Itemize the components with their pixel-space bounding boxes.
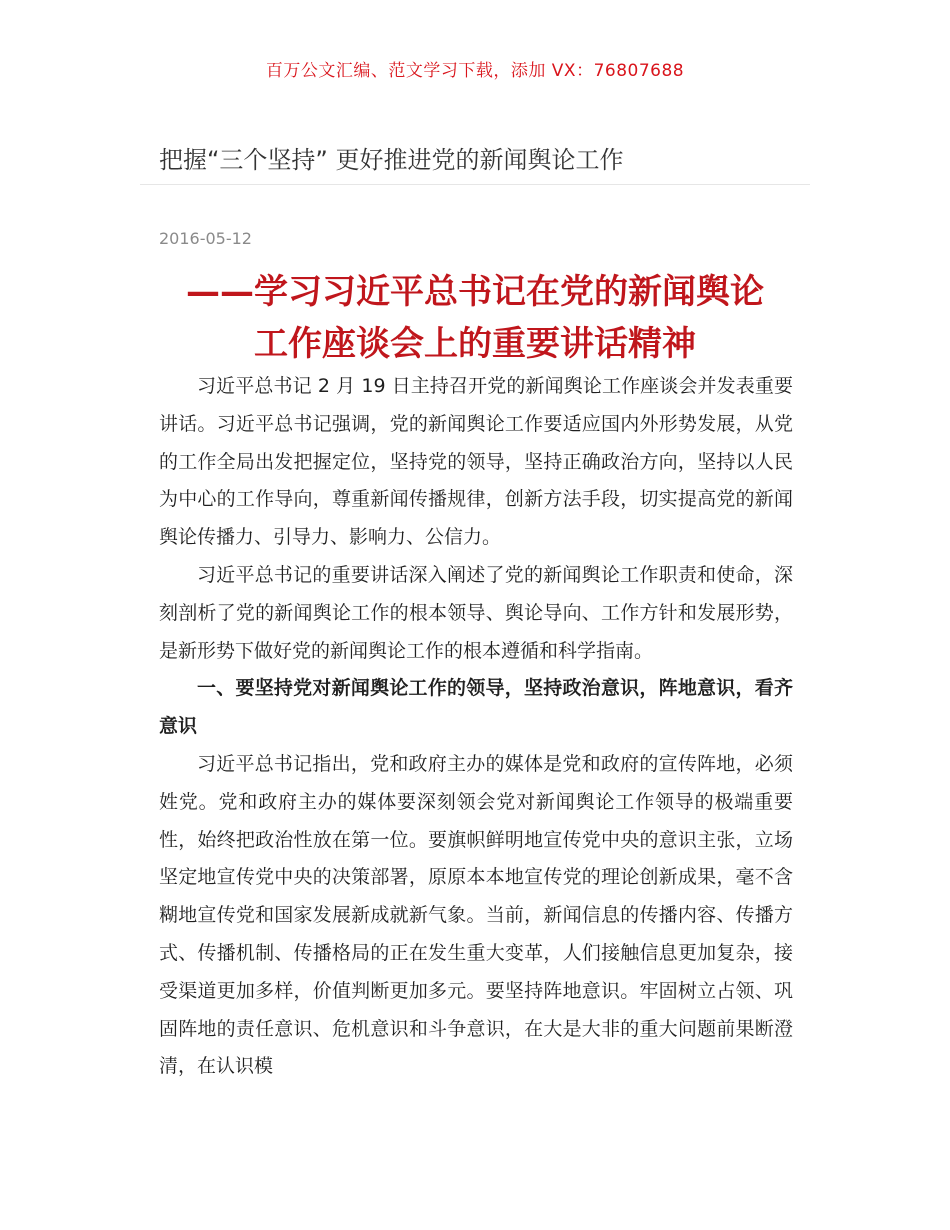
article-subtitle — [140, 266, 810, 370]
paragraph-section-1: 习近平总书记指出，党和政府主办的媒体是党和政府的宣传阵地，必须姓党。党和政府主办的媒体要深刻领会党对新闻舆论工作领导的极端重要性，始终把政治性放在第一位。要旗帜鲜明地宣传党中央的意识主张，立场坚定地宣传党中央的决策部署，原原本本地宣传党的理论创新成果，毫不含糊地宣传党和国家发展新成就新气象。当前，新闻信息的传播内容、传播方式、传播机制、传播格局的正在发生重大变革，人们接触信息更加复杂，接受渠道更加多样，价值判断更加多元。要坚持阵地意识。牢固树立占领、巩固阵地的责任意识、危机意识和斗争意识，在大是大非的重大问题前果断澄清，在认识模 — [159, 752, 793, 1078]
article-body — [159, 368, 793, 1086]
paragraph-summary: 习近平总书记的重要讲话深入阐述了党的新闻舆论工作职责和使命，深刻剖析了党的新闻舆论工作的根本领导、舆论导向、工作方针和发展形势，是新形势下做好党的新闻舆论工作的根本遵循和科学指南。 — [159, 563, 793, 662]
subtitle-line-1: ——学习习近平总书记在党的新闻舆论 — [186, 272, 764, 312]
article-title: 把握“三个坚持” 更好推进党的新闻舆论工作 — [159, 146, 624, 174]
section-heading-1: 一、要坚持党对新闻舆论工作的领导，坚持政治意识，阵地意识，看齐意识 — [159, 677, 793, 738]
publish-date: 2016-05-12 — [159, 229, 252, 248]
subtitle-line-2: 工作座谈会上的重要讲话精神 — [254, 324, 696, 364]
download-banner: 百万公文汇编、范文学习下载，添加 VX：76807688 — [265, 61, 685, 81]
title-divider — [140, 184, 810, 185]
paragraph-intro: 习近平总书记 2 月 19 日主持召开党的新闻舆论工作座谈会并发表重要讲话。习近平总书记强调，党的新闻舆论工作要适应国内外形势发展，从党的工作全局出发把握定位，坚持党的领导，坚持正确政治方向，坚持以人民为中心的工作导向，尊重新闻传播规律，创新方法手段，切实提高党的新闻舆论传播力、引导力、影响力、公信力。 — [159, 375, 793, 549]
